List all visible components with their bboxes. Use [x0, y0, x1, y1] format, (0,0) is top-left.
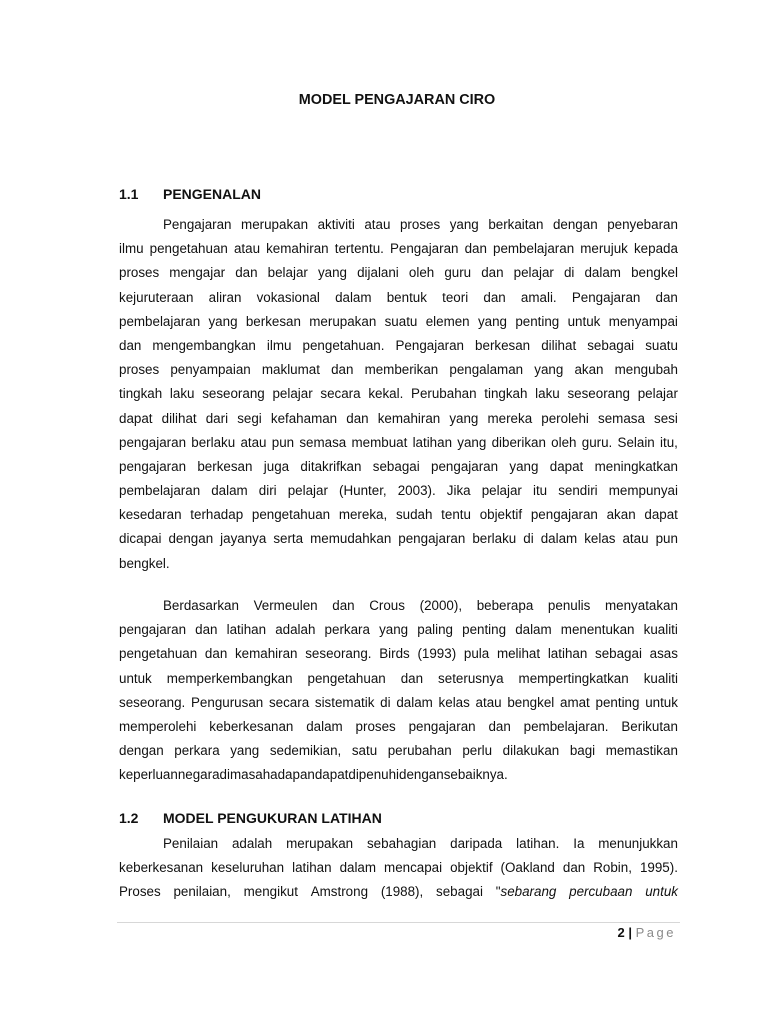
section-number: 1.1 [119, 186, 139, 202]
text-line: seseorang. Pengurusan secara sistematik di dalam kelas atau bengkel amat penting untuk [119, 694, 678, 710]
section-heading-1-1 [119, 186, 261, 202]
text-line: keperluan negara di masa hadapan dapat dipenuhi dengan sebaiknya. [119, 767, 508, 783]
paragraph-pengenalan-2 [119, 594, 678, 788]
section-heading-1-2 [119, 810, 382, 826]
section-title: MODEL PENGUKURAN LATIHAN [163, 810, 382, 826]
paragraph-model-pengukuran [119, 832, 678, 905]
text-line: dan mengembangkan ilmu pengetahuan. Pengajaran berkesan dilihat sebagai suatu [119, 337, 678, 353]
text-line: memperolehi keberkesanan dalam proses pengajaran dan pembelajaran. Berikutan [119, 718, 678, 734]
text-line: pembelajaran dalam diri pelajar (Hunter, 2003). Jika pelajar itu sendiri mempunyai [119, 483, 678, 499]
page-footer [618, 925, 677, 940]
text-line: ilmu pengetahuan atau kemahiran tertentu. Pengajaran dan pembelajaran merujuk kepada [119, 241, 678, 257]
text-line: pengajaran berkesan juga ditakrifkan sebagai pengajaran yang dapat meningkatkan [119, 458, 678, 474]
text-line: Pengajaran merupakan aktiviti atau proses yang berkaitan dengan penyebaran [163, 217, 678, 232]
text-line: untuk memperkembangkan pengetahuan dan seterusnya mempertingkatkan kualiti [119, 670, 678, 686]
text-line: kesedaran terhadap pengetahuan mereka, sudah tentu objektif pengajaran akan dapat [119, 507, 678, 523]
text-line: kejuruteraan aliran vokasional dalam bentuk teori dan amali. Pengajaran dan [119, 289, 678, 305]
text-line: pengajaran berlaku atau pun semasa membuat latihan yang diberikan oleh guru. Selain itu, [119, 434, 678, 450]
text-line: dicapai dengan jayanya serta memudahkan pengajaran berlaku di dalam kelas atau pun [119, 531, 678, 547]
document-title: MODEL PENGAJARAN CIRO [298, 92, 496, 108]
page-number: 2 [617, 925, 625, 940]
text-line: Penilaian adalah merupakan sebahagian daripada latihan. Ia menunjukkan [163, 836, 678, 851]
paragraph-pengenalan-1 [119, 213, 678, 576]
text-line: pembelajaran yang berkesan merupakan suatu elemen yang penting untuk menyampai [119, 313, 678, 329]
text-line: dengan perkara yang sedemikian, satu perubahan perlu dilakukan bagi memastikan [119, 743, 678, 759]
page-separator: | [628, 925, 632, 940]
text-line: Berdasarkan Vermeulen dan Crous (2000), beberapa penulis menyatakan [163, 598, 678, 613]
page-label: Page [635, 925, 676, 940]
text-line: proses mengajar dan belajar yang dijalani oleh guru dan pelajar di dalam bengkel [119, 265, 678, 281]
text-line: tingkah laku seseorang pelajar secara kekal. Perubahan tingkah laku seseorang pelajar [119, 386, 678, 402]
section-number: 1.2 [119, 810, 139, 826]
text-line: keberkesanan keseluruhan latihan dalam mencapai objektif (Oakland dan Robin, 1995). [119, 860, 678, 876]
text-line: pengajaran dan latihan adalah perkara yang paling penting dalam menentukan kualiti [119, 622, 678, 638]
text-line: pengetahuan dan kemahiran seseorang. Birds (1993) pula melihat latihan sebagai asas [119, 646, 678, 662]
quoted-text: sebarang [500, 884, 557, 900]
text-line: bengkel. [119, 555, 170, 571]
text-line: proses penyampaian maklumat dan memberikan pengalaman yang akan mengubah [119, 362, 678, 378]
section-title: PENGENALAN [163, 186, 262, 202]
text-line: Proses penilaian, mengikut Amstrong (1988), sebagai "sebarang percubaan untuk [119, 884, 678, 900]
footer-divider [117, 922, 680, 923]
text-line: dapat dilihat dari segi kefahaman dan kemahiran yang mereka perolehi semasa sesi [119, 410, 678, 426]
